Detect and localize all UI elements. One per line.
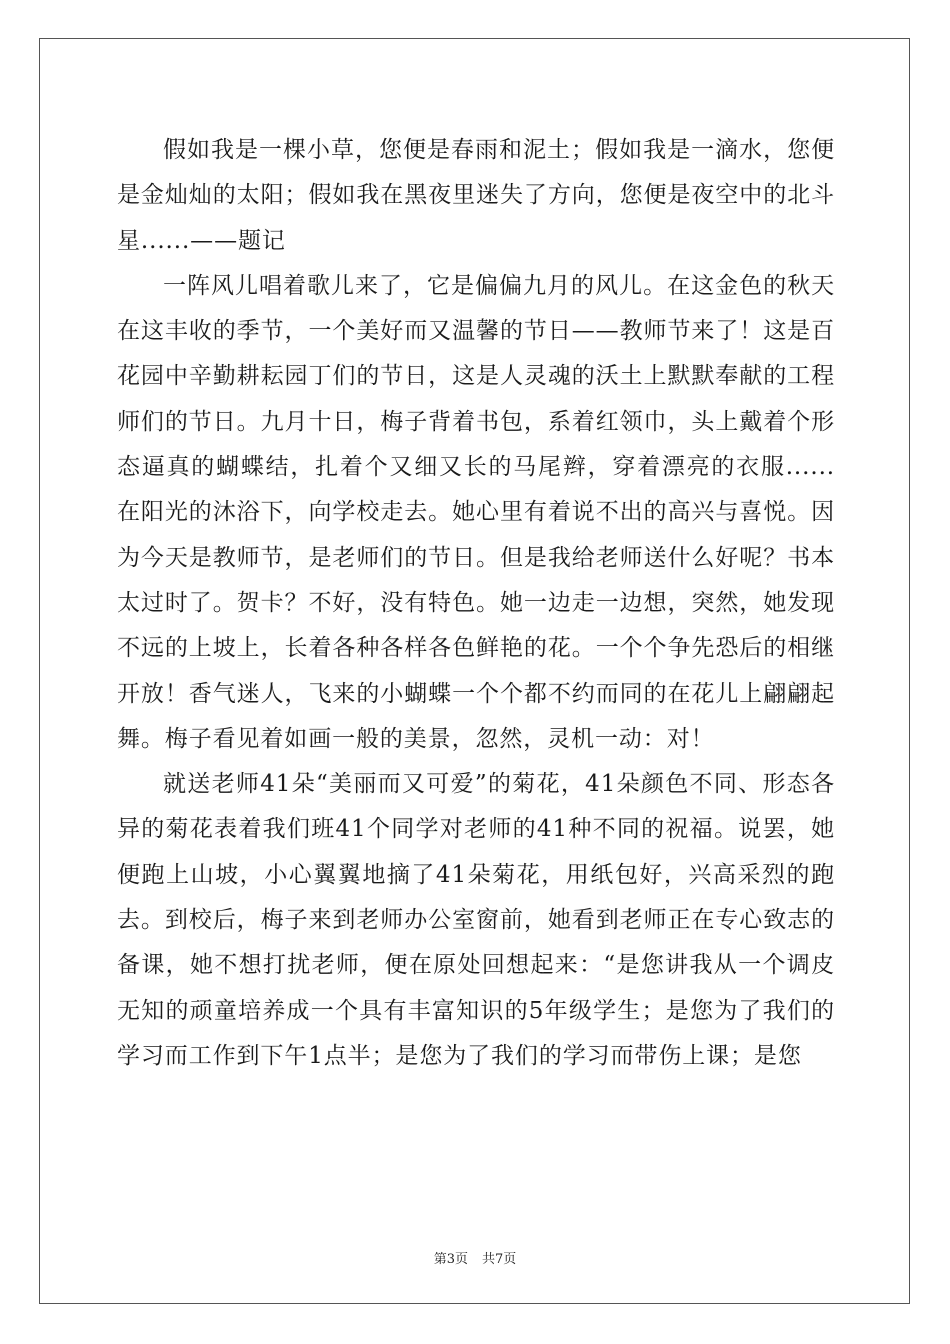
paragraph-epigraph: 假如我是一棵小草，您便是春雨和泥土；假如我是一滴水，您便是金灿灿的太阳；假如我在黑夜里迷失了方向，您便是夜空中的北斗星......——题记 (117, 137, 835, 254)
page-number-current: 第3页 (433, 1252, 468, 1267)
page-number-total: 共7页 (482, 1252, 517, 1267)
paragraph-story: 一阵风儿唱着歌儿来了，它是偏偏九月的风儿。在这金色的秋天在这丰收的季节，一个美好而又温馨的节日——教师节来了！这是百花园中辛勤耕耘园丁们的节日，这是人灵魂的沃土上默默奉献的工程师们的节日。九月十日，梅子背着书包，系着红领巾，头上戴着个形态逼真的蝴蝶结，扎着个又细又长的马尾辫，穿着漂亮的衣服......在阳光的沐浴下，向学校走去。她心里有着说不出的高兴与喜悦。因为今天是教师节，是老师们的节日。但是我给老师送什么好呢？书本太过时了。贺卡？不好，没有特色。她一边走一边想，突然，她发现不远的上坡上，长着各种各样各色鲜艳的花。一个个争先恐后的相继开放！香气迷人，飞来的小蝴蝶一个个都不约而同的在花儿上翩翩起舞。梅子看见着如画一般的美景，忽然，灵机一动：对！ (117, 272, 835, 752)
page-footer (0, 1248, 950, 1267)
paragraph-chrysanthemums: 就送老师41朵“美丽而又可爱”的菊花，41朵颜色不同、形态各异的菊花表着我们班41个同学对老师的41种不同的祝福。说罢，她便跑上山坡，小心翼翼地摘了41朵菊花，用纸包好，兴高采烈的跑去。到校后，梅子来到老师办公室窗前，她看到老师正在专心致志的备课，她不想打扰老师，便在原处回想起来：“是您讲我从一个调皮无知的顽童培养成一个具有丰富知识的5年级学生；是您为了我们的学习而工作到下午1点半；是您为了我们的学习而带伤上课；是您 (117, 771, 835, 1069)
document-body (117, 128, 835, 1079)
